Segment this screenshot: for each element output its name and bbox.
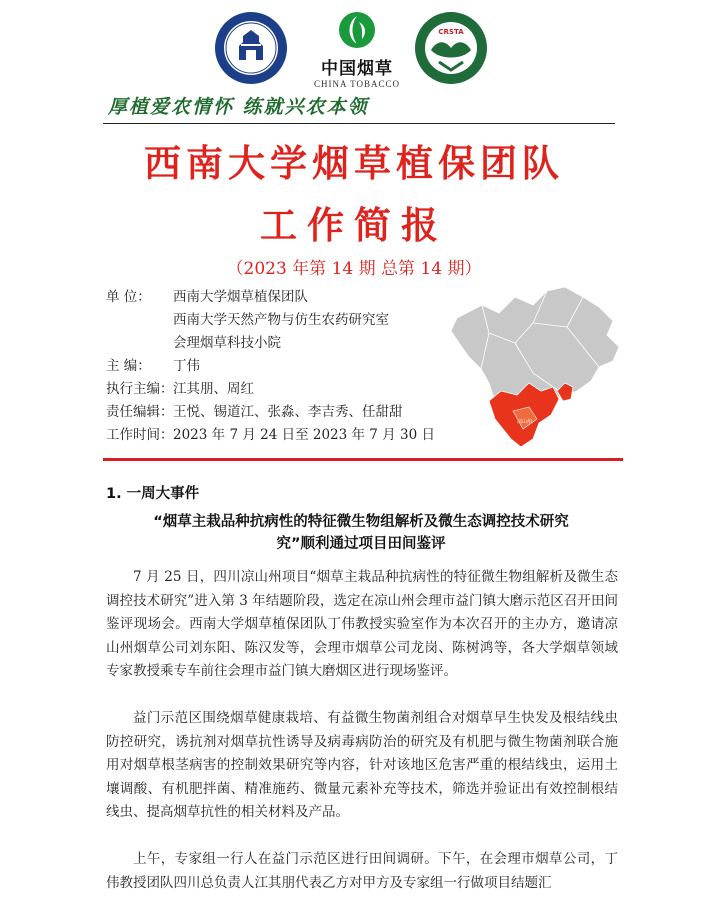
unit-row-2 xyxy=(106,309,435,332)
resp-editor-value: 王悦、锡道江、张淼、李吉秀、任甜甜 xyxy=(173,404,403,420)
section-heading: 1. 一周大事件 xyxy=(106,486,200,502)
logo-bar xyxy=(0,8,708,88)
map-region-label: 凉山州 xyxy=(517,419,533,425)
resp-editor-row xyxy=(106,401,435,424)
unit-row xyxy=(106,286,435,309)
masthead-info xyxy=(106,286,435,447)
section-divider xyxy=(103,458,623,461)
work-time-label: 工作时间： xyxy=(106,427,174,443)
bulletin-title: 西南大学烟草植保团队 xyxy=(144,141,564,185)
article-paragraph: 上午，专家组一行人在益门示范区进行田间调研。下午，在会理市烟草公司，丁伟教授团队四川总负责人江其朋代表乙方对甲方及专家组一行做项目结题汇 xyxy=(106,851,618,891)
resp-editor-label: 责任编辑： xyxy=(106,404,174,420)
article-paragraph: 7 月 25 日，四川凉山州项目“烟草主栽品种抗病性的特征微生物组解析及微生态调控技术研究”进入第 3 年结题阶段，选定在凉山州会理市益门镇大磨示范区召开田间鉴评现场会。西南大学烟草植保团队丁伟教授实验室作为本次召开的主办方，邀请凉山州烟草公司刘东阳、陈汉发等，会理市烟草公司龙岗、陈树鸿等，各大学烟草领域专家教授乘专车前往会理市益门镇大磨烟区进行现场鉴评。 xyxy=(106,569,618,680)
unit-line: 西南大学烟草植保团队 xyxy=(173,289,308,305)
header-divider xyxy=(103,123,615,124)
unit-row-3 xyxy=(106,332,435,355)
editor-row xyxy=(106,355,435,378)
exec-editor-label: 执行主编： xyxy=(106,381,174,397)
editor-label: 主 编： xyxy=(106,358,151,374)
tobacco-leaf-icon xyxy=(337,10,377,50)
unit-line: 西南大学天然产物与仿生农药研究室 xyxy=(173,312,389,328)
unit-label: 单 位： xyxy=(106,289,151,305)
china-tobacco-cn: 中国烟草 xyxy=(321,59,393,79)
article-paragraph: 益门示范区围绕烟草健康栽培、有益微生物菌剂组合对烟草早生快发及根结线虫防控研究，诱抗剂对烟草抗性诱导及病毒病防治的研究及有机肥与微生物菌剂联合施用对烟草根茎病害的控制效果研究等内容，针对该地区危害严重的根结线虫，运用土壤调酸、有机肥拌菌、精准施药、微量元素补充等技术，筛选并验证出有效控制根结线虫、提高烟草抗性的相关材料及产品。 xyxy=(106,710,618,821)
china-tobacco-en: CHINA TOBACCO xyxy=(314,79,400,89)
slogan: 厚植爱农情怀 练就兴农本领 xyxy=(108,96,369,118)
exec-editor-row xyxy=(106,378,435,401)
work-time-value: 2023 年 7 月 24 日至 2023 年 7 月 30 日 xyxy=(173,427,435,443)
bulletin-subtitle: 工作简报 xyxy=(260,203,448,247)
article-title-line: “烟草主栽品种抗病性的特征微生物组解析及微生态调控技术研究 xyxy=(153,514,569,530)
crsta-logo xyxy=(413,10,489,86)
china-tobacco-logo xyxy=(302,10,412,90)
university-seal-icon xyxy=(213,10,289,86)
article-title-line: 究”顺利通过项目田间鉴评 xyxy=(276,536,446,552)
article-title xyxy=(106,511,616,555)
issue-number: （2023 年第 14 期 总第 14 期） xyxy=(226,259,482,279)
southwest-university-logo xyxy=(213,10,289,86)
crsta-seal-icon xyxy=(413,10,489,86)
exec-editor-value: 江其朋、周红 xyxy=(173,381,254,397)
work-time-row xyxy=(106,424,435,447)
unit-line: 会理烟草科技小院 xyxy=(173,335,281,351)
editor-value: 丁伟 xyxy=(173,358,200,374)
sichuan-map xyxy=(437,283,627,453)
crsta-label: CRSTA xyxy=(438,28,464,36)
